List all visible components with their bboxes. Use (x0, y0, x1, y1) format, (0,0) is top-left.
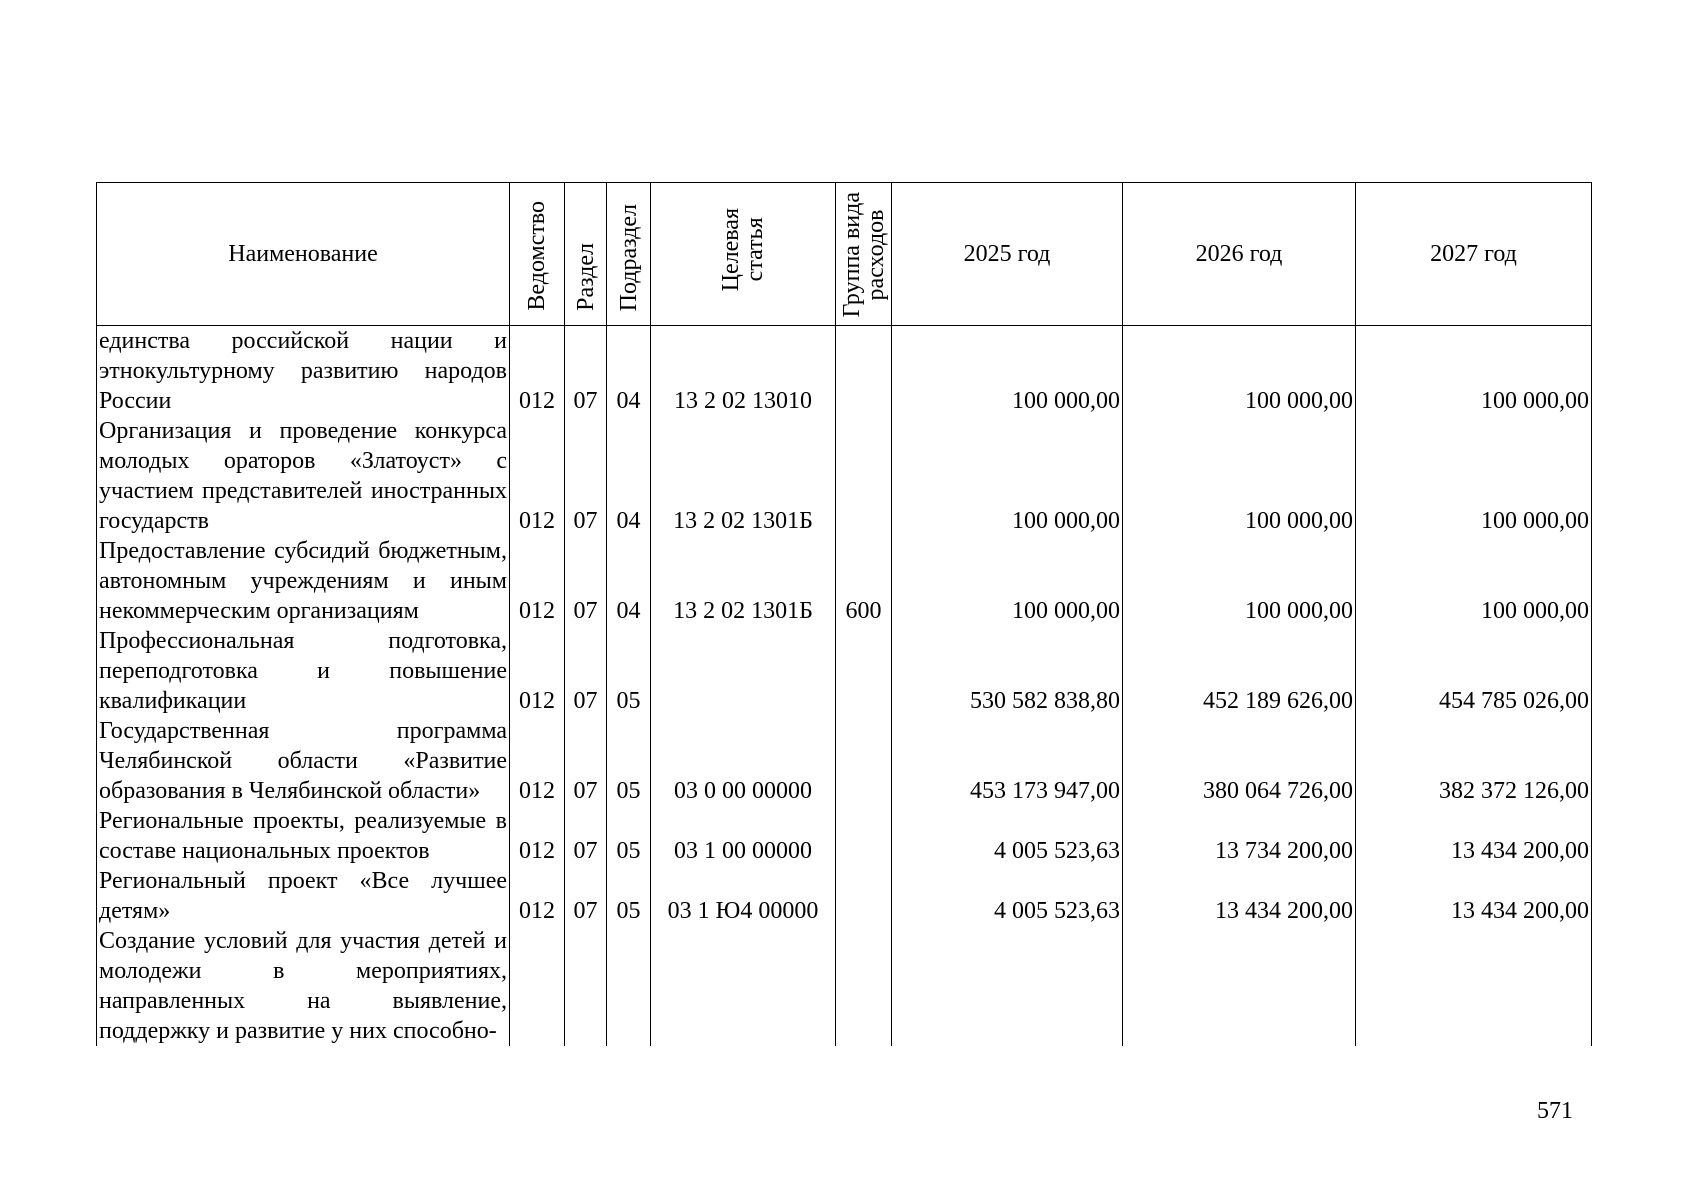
cell-podrazdel: 05 (607, 716, 651, 806)
table-row (97, 866, 1592, 926)
cell-2026 (1123, 926, 1356, 1046)
cell-podrazdel: 04 (607, 416, 651, 536)
budget-table (96, 182, 1592, 1046)
cell-celevaya-statya (651, 926, 836, 1046)
cell-2027: 100 000,00 (1356, 326, 1592, 417)
cell-vedomstvo: 012 (510, 626, 565, 716)
cell-razdel: 07 (565, 416, 607, 536)
cell-podrazdel: 04 (607, 536, 651, 626)
table-body (97, 326, 1592, 1047)
cell-2025: 4 005 523,63 (892, 866, 1123, 926)
cell-name: Региональные проекты, реализуемые в составе национальных проектов (97, 806, 510, 866)
cell-2027: 454 785 026,00 (1356, 626, 1592, 716)
cell-name: Создание условий для участия детей и молодежи в мероприятиях, направленных на выявление, поддержку и развитие у них способно- (97, 926, 510, 1046)
cell-vedomstvo (510, 926, 565, 1046)
cell-gruppa-vida (836, 716, 892, 806)
cell-razdel: 07 (565, 536, 607, 626)
cell-2026: 13 434 200,00 (1123, 866, 1356, 926)
table-row (97, 716, 1592, 806)
cell-celevaya-statya: 13 2 02 1301Б (651, 536, 836, 626)
cell-razdel: 07 (565, 326, 607, 417)
cell-gruppa-vida (836, 866, 892, 926)
cell-razdel: 07 (565, 626, 607, 716)
header-podrazdel: Подраздел (607, 183, 651, 326)
table-row (97, 626, 1592, 716)
table-row (97, 536, 1592, 626)
cell-podrazdel: 04 (607, 326, 651, 417)
cell-2026: 100 000,00 (1123, 416, 1356, 536)
cell-name: Организация и проведение конкурса молодых ораторов «Златоуст» с участием представителей иностранных государств (97, 416, 510, 536)
cell-2026: 100 000,00 (1123, 326, 1356, 417)
cell-gruppa-vida (836, 626, 892, 716)
cell-2027: 13 434 200,00 (1356, 866, 1592, 926)
cell-gruppa-vida (836, 926, 892, 1046)
cell-name: Профессиональная подготовка, переподготовка и повышение квалификации (97, 626, 510, 716)
header-gruppa-vida: Группа вида расходов (836, 183, 892, 326)
cell-vedomstvo: 012 (510, 326, 565, 417)
cell-2027: 13 434 200,00 (1356, 806, 1592, 866)
table-row (97, 806, 1592, 866)
cell-vedomstvo: 012 (510, 806, 565, 866)
cell-razdel: 07 (565, 806, 607, 866)
header-celevaya-statya: Целевая статья (651, 183, 836, 326)
cell-2027: 382 372 126,00 (1356, 716, 1592, 806)
cell-2027: 100 000,00 (1356, 416, 1592, 536)
cell-gruppa-vida: 600 (836, 536, 892, 626)
header-2026: 2026 год (1123, 183, 1356, 326)
cell-name: Государственная программа Челябинской области «Развитие образования в Челябинской области» (97, 716, 510, 806)
cell-celevaya-statya (651, 626, 836, 716)
cell-podrazdel: 05 (607, 806, 651, 866)
table-row (97, 926, 1592, 1046)
cell-2027 (1356, 926, 1592, 1046)
header-name: Наименование (97, 183, 510, 326)
cell-2025: 530 582 838,80 (892, 626, 1123, 716)
cell-2025: 100 000,00 (892, 326, 1123, 417)
cell-razdel (565, 926, 607, 1046)
cell-razdel: 07 (565, 716, 607, 806)
cell-razdel: 07 (565, 866, 607, 926)
cell-celevaya-statya: 03 1 00 00000 (651, 806, 836, 866)
cell-2026: 380 064 726,00 (1123, 716, 1356, 806)
cell-gruppa-vida (836, 326, 892, 417)
table-row (97, 326, 1592, 417)
cell-2025: 100 000,00 (892, 416, 1123, 536)
cell-vedomstvo: 012 (510, 416, 565, 536)
page-number: 571 (1537, 1098, 1573, 1124)
cell-vedomstvo: 012 (510, 716, 565, 806)
cell-vedomstvo: 012 (510, 866, 565, 926)
cell-podrazdel: 05 (607, 866, 651, 926)
cell-celevaya-statya: 03 0 00 00000 (651, 716, 836, 806)
cell-2026: 452 189 626,00 (1123, 626, 1356, 716)
cell-podrazdel (607, 926, 651, 1046)
table-row (97, 416, 1592, 536)
cell-2025 (892, 926, 1123, 1046)
cell-2025: 453 173 947,00 (892, 716, 1123, 806)
cell-name: Предоставление субсидий бюджетным, автономным учреждениям и иным некоммерческим организациям (97, 536, 510, 626)
cell-podrazdel: 05 (607, 626, 651, 716)
cell-2026: 13 734 200,00 (1123, 806, 1356, 866)
cell-celevaya-statya: 13 2 02 1301Б (651, 416, 836, 536)
cell-celevaya-statya: 03 1 Ю4 00000 (651, 866, 836, 926)
cell-2025: 100 000,00 (892, 536, 1123, 626)
cell-vedomstvo: 012 (510, 536, 565, 626)
cell-name: Региональный проект «Все лучшее детям» (97, 866, 510, 926)
header-vedomstvo: Ведомство (510, 183, 565, 326)
cell-gruppa-vida (836, 806, 892, 866)
cell-2026: 100 000,00 (1123, 536, 1356, 626)
header-2025: 2025 год (892, 183, 1123, 326)
cell-2027: 100 000,00 (1356, 536, 1592, 626)
cell-2025: 4 005 523,63 (892, 806, 1123, 866)
cell-name: единства российской нации и этнокультурному развитию народов России (97, 326, 510, 417)
header-razdel: Раздел (565, 183, 607, 326)
header-2027: 2027 год (1356, 183, 1592, 326)
table-header-row (97, 183, 1592, 326)
cell-celevaya-statya: 13 2 02 13010 (651, 326, 836, 417)
cell-gruppa-vida (836, 416, 892, 536)
